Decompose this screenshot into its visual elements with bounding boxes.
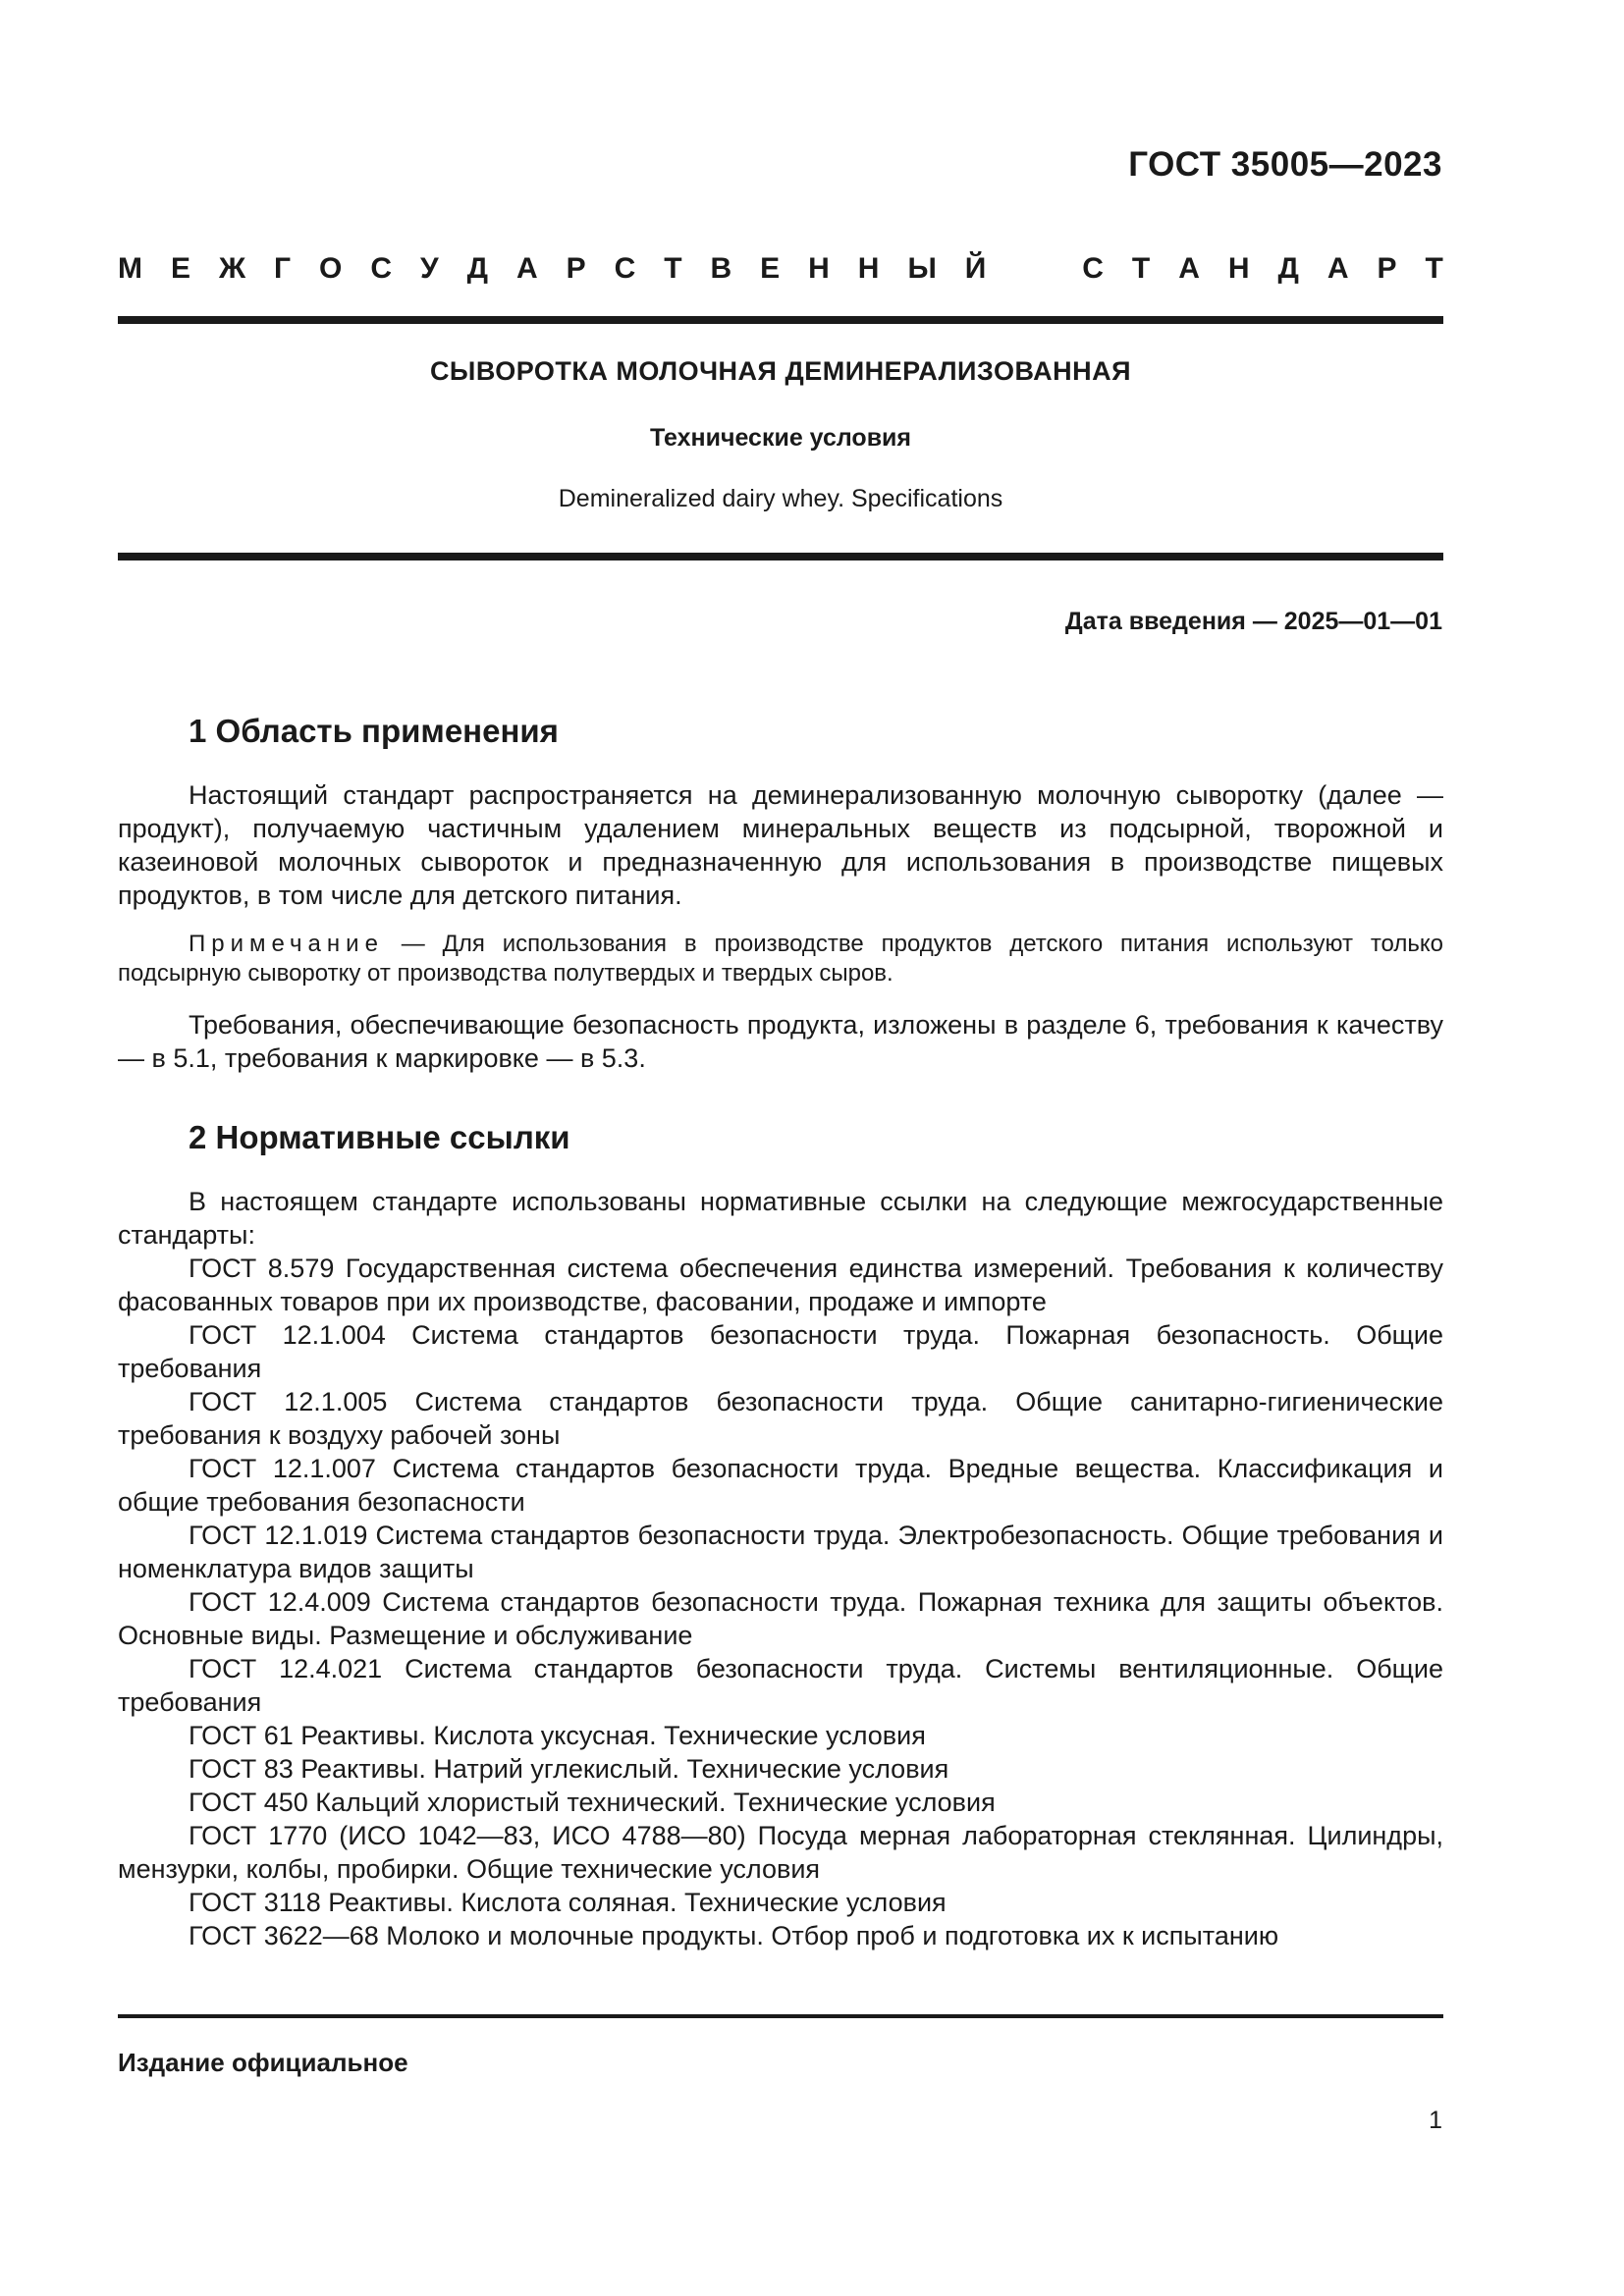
document-title-english: Demineralized dairy whey. Specifications: [558, 485, 1003, 512]
interstate-letter: Д: [466, 252, 488, 285]
section-1-note: [118, 930, 1443, 988]
interstate-letter: Р: [1377, 252, 1397, 285]
reference-item: ГОСТ 83 Реактивы. Натрий углекислый. Технические условия: [189, 1754, 949, 1784]
interstate-letter: А: [1178, 252, 1200, 285]
interstate-letter: А: [1326, 252, 1349, 285]
interstate-letter: Н: [1227, 252, 1250, 285]
reference-item: ГОСТ 12.4.009 Система стандартов безопасности труда. Пожарная техника для защиты объектов. Основные виды. Размещение и обслуживание: [118, 1587, 1443, 1650]
section-1-paragraph-2: Требования, обеспечивающие безопасность продукта, изложены в разделе 6, требования к качеству — в 5.1, требования к маркировке — в 5.3.: [118, 1010, 1443, 1073]
header-rule-bottom: [118, 553, 1443, 561]
interstate-letter: У: [419, 252, 439, 285]
interstate-letter: Е: [170, 252, 190, 285]
interstate-letter: Ы: [907, 252, 937, 285]
interstate-letter: Е: [760, 252, 781, 285]
page-number: 1: [1429, 2107, 1442, 2134]
document-number: ГОСТ 35005—2023: [1128, 145, 1442, 184]
interstate-letter: Т: [1425, 252, 1443, 285]
reference-item: ГОСТ 12.4.021 Система стандартов безопасности труда. Системы вентиляционные. Общие требования: [118, 1654, 1443, 1717]
interstate-letter: Д: [1277, 252, 1299, 285]
reference-item: ГОСТ 12.1.005 Система стандартов безопасности труда. Общие санитарно-гигиенические требования к воздуху рабочей зоны: [118, 1387, 1443, 1450]
document-title: СЫВОРОТКА МОЛОЧНАЯ ДЕМИНЕРАЛИЗОВАННАЯ: [429, 356, 1132, 386]
interstate-letter: Р: [566, 252, 586, 285]
reference-item: ГОСТ 8.579 Государственная система обеспечения единства измерений. Требования к количеству фасованных товаров при их производстве, фасовании, продаже и импорте: [118, 1254, 1443, 1316]
reference-item: ГОСТ 12.1.004 Система стандартов безопасности труда. Пожарная безопасность. Общие требования: [118, 1320, 1443, 1383]
section-2: [118, 1118, 1443, 1952]
interstate-letter: Т: [664, 252, 682, 285]
interstate-letter: Т: [1131, 252, 1151, 285]
interstate-letter: Ж: [218, 252, 246, 285]
interstate-letter: С: [614, 252, 636, 285]
interstate-letter: Й: [964, 252, 987, 285]
interstate-letter: О: [319, 252, 343, 285]
note-label: Примечание: [189, 931, 384, 957]
word-gap: [1014, 252, 1054, 286]
interstate-letter: С: [1082, 252, 1104, 285]
interstate-letter: Н: [808, 252, 830, 285]
introduction-date: Дата введения — 2025—01—01: [1064, 608, 1442, 635]
normative-references-list: [118, 1185, 1443, 1952]
document-body: [118, 712, 1443, 1952]
interstate-letter: М: [118, 252, 142, 285]
section-1-paragraph-1: Настоящий стандарт распространяется на деминерализованную молочную сыворотку (далее — продукт), получаемую частичным удалением минеральных веществ из подсырной, творожной и казеиновой молочных сывороток и предназначенную для использования в производстве пищевых продуктов, в том числе для детского питания.: [118, 780, 1443, 910]
interstate-letter: В: [710, 252, 732, 285]
note-text: — Для использования в производстве продуктов детского питания используют только подсырную сыворотку от производства полутвердых и твердых сыров.: [118, 931, 1443, 987]
reference-item: ГОСТ 1770 (ИСО 1042—83, ИСО 4788—80) Посуда мерная лабораторная стеклянная. Цилиндры, мензурки, колбы, пробирки. Общие технические условия: [118, 1821, 1443, 1884]
reference-item: ГОСТ 3622—68 Молоко и молочные продукты. Отбор проб и подготовка их к испытанию: [189, 1921, 1279, 1950]
reference-item: ГОСТ 12.1.007 Система стандартов безопасности труда. Вредные вещества. Классификация и общие требования безопасности: [118, 1454, 1443, 1517]
reference-item: ГОСТ 3118 Реактивы. Кислота соляная. Технические условия: [189, 1888, 947, 1917]
section-1-heading: 1 Область применения: [189, 713, 559, 749]
section-2-heading: 2 Нормативные ссылки: [189, 1119, 570, 1155]
reference-item: ГОСТ 61 Реактивы. Кислота уксусная. Технические условия: [189, 1721, 926, 1750]
official-edition-label: Издание официальное: [118, 2048, 408, 2077]
reference-item: ГОСТ 450 Кальций хлористый технический. Технические условия: [189, 1788, 996, 1817]
interstate-letter: Г: [274, 252, 292, 285]
reference-item: ГОСТ 12.1.019 Система стандартов безопасности труда. Электробезопасность. Общие требования и номенклатура видов защиты: [118, 1521, 1443, 1583]
footer-rule: [118, 2014, 1443, 2018]
references-intro: В настоящем стандарте использованы нормативные ссылки на следующие межгосударственные стандарты:: [118, 1187, 1443, 1250]
document-subtitle: Технические условия: [649, 424, 912, 452]
interstate-letter: Н: [857, 252, 880, 285]
interstate-letter: С: [370, 252, 393, 285]
header-rule-top: [118, 316, 1443, 324]
interstate-standard-heading: [118, 252, 1443, 286]
interstate-letter: А: [515, 252, 538, 285]
